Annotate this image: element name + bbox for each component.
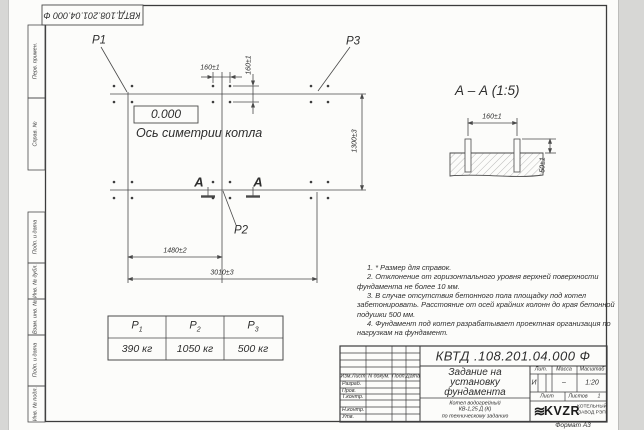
section-letter-left: А: [194, 174, 204, 190]
row-razrab: Разраб.: [342, 381, 362, 387]
margin-label-sprav-n: Справ. №: [32, 121, 39, 147]
col-n-dokum: N докум.: [368, 373, 390, 380]
dim-1300: 1300±3: [351, 129, 359, 153]
note-3: 3. В случае отсутствия бетонного пола площадку под котел забетонировать. Расстояние от осей крайних колонн до края бетонной подушки 500 мм.: [357, 290, 615, 319]
drawing-title-line1: Задание на: [448, 367, 502, 378]
col-podp: Подп.: [391, 373, 407, 380]
load-point-p3-label: P3: [345, 35, 361, 48]
anchor-bolt-left: [465, 139, 471, 172]
load-value-p2: 1050 кг: [176, 342, 214, 355]
dim-section-160: 160±1: [482, 113, 502, 121]
anchor-bolt-right: [514, 139, 520, 172]
margin-label-perv-primen: Перв. примен.: [32, 42, 39, 80]
margin-label-podp-data-1: Подп. и дата: [32, 219, 39, 255]
sheet-label: Лист: [540, 392, 554, 399]
lit-value: И: [531, 379, 537, 387]
dim-bolt-spacing-h: 160±1: [200, 64, 220, 72]
concrete-block: [450, 153, 543, 176]
technical-notes: [357, 263, 615, 338]
boiler-axis-label: Ось симетрии котла: [136, 126, 263, 140]
load-value-p1: 390 кг: [121, 342, 153, 355]
dim-section-50: 50±1: [539, 157, 547, 173]
row-nkontr: Н.контр.: [342, 407, 365, 413]
titleblock-doc-number: КВТД .108.201.04.000 Ф: [435, 348, 591, 364]
scale-value: 1:20: [585, 379, 599, 387]
sheets-label: Листов: [568, 392, 588, 399]
kvzr-logo-text: KVZR: [543, 403, 581, 418]
kvzr-logo-icon: ≋: [533, 403, 545, 419]
col-izm-list: Изм.Лист: [340, 373, 366, 380]
drawing-subtitle-line1: Котел водогрейный: [449, 399, 501, 406]
mass-value: –: [562, 379, 566, 387]
mass-header: Масса: [556, 366, 572, 373]
format-label: Формат А3: [555, 421, 591, 429]
company-line2: ЗАВОД РЭП: [578, 410, 606, 416]
dim-bolt-spacing-v: 160±1: [245, 55, 253, 75]
margin-label-vzam-inv: Взам. инв. №: [32, 299, 39, 335]
section-title: А – А (1:5): [455, 83, 520, 98]
anchor-bolt-points: [113, 85, 330, 200]
sheets-value: 1: [597, 392, 601, 399]
row-tkontr: Т.контр.: [342, 394, 364, 400]
drawing-title-line3: фундамента: [444, 387, 506, 398]
row-prov: Пров.: [342, 388, 356, 394]
load-value-p3: 500 кг: [237, 342, 269, 355]
load-table-header-p3: $P_3$: [247, 319, 259, 334]
load-table-header-p1: $P_1$: [131, 319, 143, 334]
col-data: Дата: [406, 373, 420, 380]
plan-view: [101, 47, 366, 283]
note-2: 2. Отклонение от горизонтального уровня верхней поверхности фундамента не более 10 мм.: [357, 272, 599, 291]
drawing-subtitle-line2: КВ-1,25 Д (К): [458, 406, 492, 413]
margin-label-podp-data-2: Подп. и дата: [32, 342, 39, 378]
row-utv: Утв.: [342, 414, 355, 420]
scale-header: Масштаб: [579, 366, 605, 373]
elevation-mark: 0.000: [150, 107, 182, 121]
margin-label-inv-dubl: Инв. № дубл.: [32, 264, 39, 298]
load-table-header-p2: $P_2$: [189, 319, 201, 334]
load-point-p2-label: P2: [233, 224, 249, 237]
note-4: 4. Фундамент под котел разрабатывает проектная организация по нагрузкам на фундамент.: [357, 318, 611, 338]
drawing-title-line2: установку: [450, 377, 500, 388]
company-line1: КОТЕЛЬНЫЙ: [576, 404, 608, 410]
lit-header: Лит.: [534, 366, 548, 373]
note-1: 1. * Размер для справок.: [367, 263, 452, 272]
dim-3010: 3010±3: [210, 269, 234, 277]
drawing-subtitle-line3: по техническому заданию: [441, 413, 509, 420]
dim-1480: 1480±2: [163, 247, 187, 255]
margin-label-inv-podl: Инв. № подл.: [32, 386, 39, 422]
load-point-p1-label: P1: [91, 34, 107, 47]
top-stamp-number: КВТД.108.201.04.000 Ф: [43, 10, 141, 21]
section-letter-right: А: [253, 174, 263, 190]
